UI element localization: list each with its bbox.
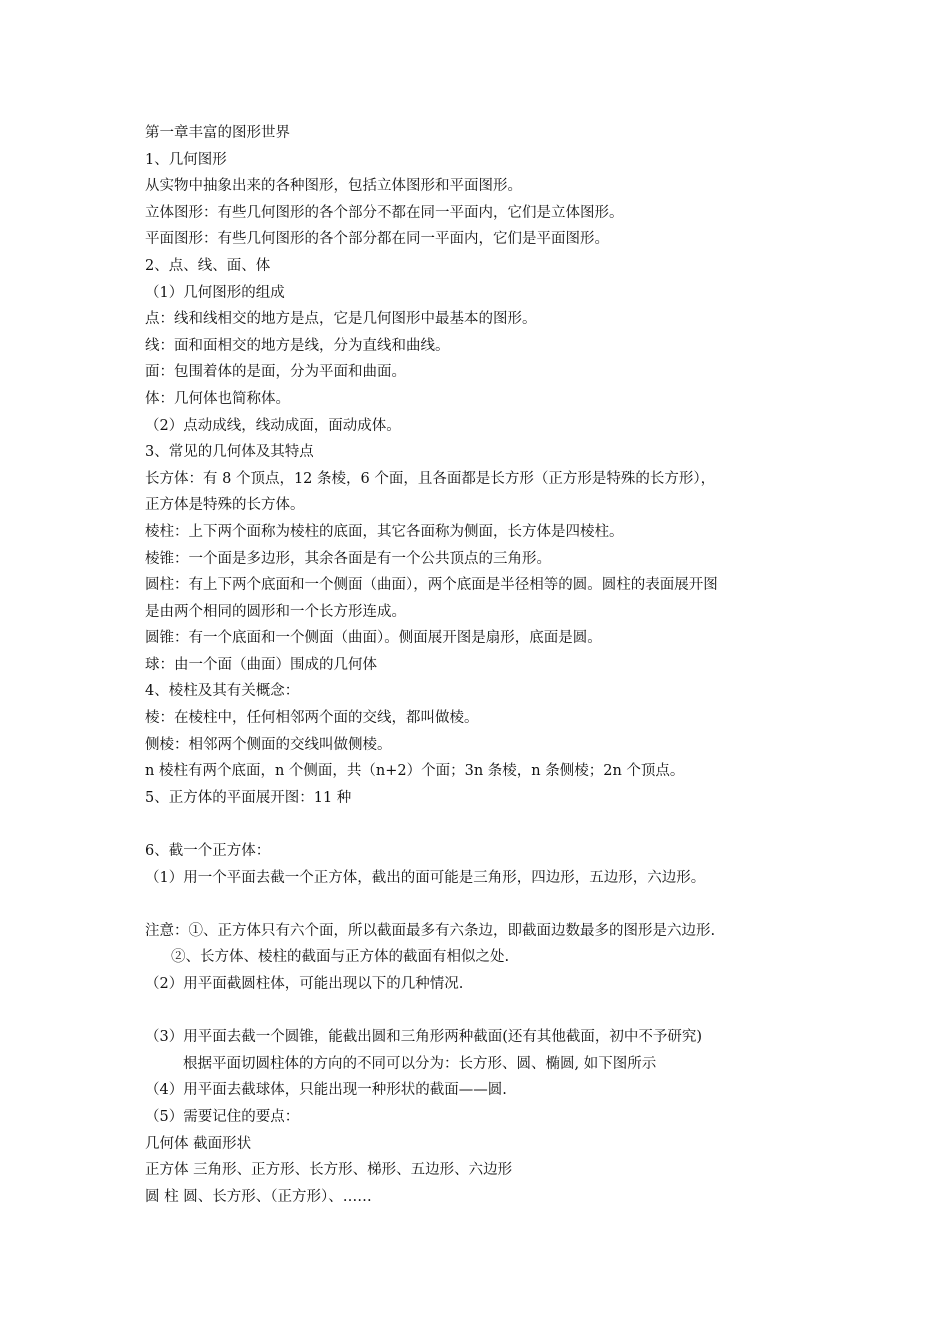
blank-line: [145, 998, 845, 1025]
text-line: （2）用平面截圆柱体，可能出现以下的几种情况.: [145, 976, 464, 992]
text-line: 正方体是特殊的长方体。: [145, 497, 305, 514]
text-line: 球：由一个面（曲面）围成的几何体: [145, 656, 377, 673]
text-line: 体：几何体也简称体。: [145, 390, 290, 407]
table-header-line: 几何体 截面形状: [145, 1135, 252, 1152]
text-line: 圆锥：有一个底面和一个侧面（曲面）。侧面展开图是扇形，底面是圆。: [145, 630, 602, 647]
table-row-line: 正方体 三角形、正方形、长方形、梯形、五边形、六边形: [145, 1162, 513, 1179]
section-heading-6: 6、截一个正方体：: [145, 843, 271, 860]
text-line: 根据平面切圆柱体的方向的不同可以分为：长方形、圆、椭圆, 如下图所示: [183, 1055, 657, 1072]
text-line: n 棱柱有两个底面，n 个侧面，共（n+2）个面；3n 条棱，n 条侧棱；2n 个顶点。: [145, 763, 685, 780]
subsection-heading: （1）几何图形的组成: [145, 284, 285, 301]
blank-line: [145, 891, 845, 918]
text-line: 棱：在棱柱中，任何相邻两个面的交线，都叫做棱。: [145, 710, 479, 727]
text-line: 是由两个相同的圆形和一个长方形连成。: [145, 603, 406, 620]
blank-line: [145, 811, 845, 838]
text-line: 点：线和线相交的地方是点，它是几何图形中最基本的图形。: [145, 311, 537, 328]
text-line: （4）用平面去截球体，只能出现一种形状的截面——圆.: [145, 1082, 507, 1099]
text-line: 棱柱：上下两个面称为棱柱的底面，其它各面称为侧面，长方体是四棱柱。: [145, 523, 624, 540]
document-body: [145, 120, 845, 1210]
text-line: 从实物中抽象出来的各种图形，包括立体图形和平面图形。: [145, 178, 522, 195]
section-heading-3: 3、常见的几何体及其特点: [145, 444, 314, 461]
text-line: 立体图形：有些几何图形的各个部分不都在同一平面内，它们是立体图形。: [145, 204, 624, 221]
section-heading-2: 2、点、线、面、体: [145, 257, 271, 274]
text-line: 平面图形：有些几何图形的各个部分都在同一平面内，它们是平面图形。: [145, 231, 609, 248]
section-heading-4: 4、棱柱及其有关概念：: [145, 683, 300, 700]
section-heading-1: 1、几何图形: [145, 151, 227, 168]
section-heading-5: 5、正方体的平面展开图：11 种: [145, 789, 352, 806]
text-line: 长方体：有 8 个顶点，12 条棱，6 个面，且各面都是长方形（正方形是特殊的长方形），: [145, 470, 716, 487]
text-line: （3）用平面去截一个圆锥，能截出圆和三角形两种截面(还有其他截面，初中不予研究): [145, 1029, 703, 1046]
note-line: 注意：①、正方体只有六个面，所以截面最多有六条边，即截面边数最多的图形是六边形.: [145, 922, 716, 939]
text-line: （5）需要记住的要点：: [145, 1108, 300, 1125]
text-line: （1）用一个平面去截一个正方体，截出的面可能是三角形，四边形，五边形，六边形。: [145, 869, 706, 886]
text-line: 棱锥：一个面是多边形，其余各面是有一个公共顶点的三角形。: [145, 550, 551, 567]
text-line: 侧棱：相邻两个侧面的交线叫做侧棱。: [145, 736, 392, 753]
chapter-title: 第一章丰富的图形世界: [145, 125, 290, 141]
note-line: ②、长方体、棱柱的截面与正方体的截面有相似之处.: [171, 949, 510, 966]
text-line: 圆柱：有上下两个底面和一个侧面（曲面），两个底面是半径相等的圆。圆柱的表面展开图: [145, 577, 718, 594]
table-row-line: 圆 柱 圆、长方形、（正方形）、……: [145, 1188, 372, 1205]
text-line: 面：包围着体的是面，分为平面和曲面。: [145, 364, 406, 381]
text-line: 线：面和面相交的地方是线，分为直线和曲线。: [145, 337, 450, 354]
subsection-heading: （2）点动成线，线动成面，面动成体。: [145, 417, 401, 434]
